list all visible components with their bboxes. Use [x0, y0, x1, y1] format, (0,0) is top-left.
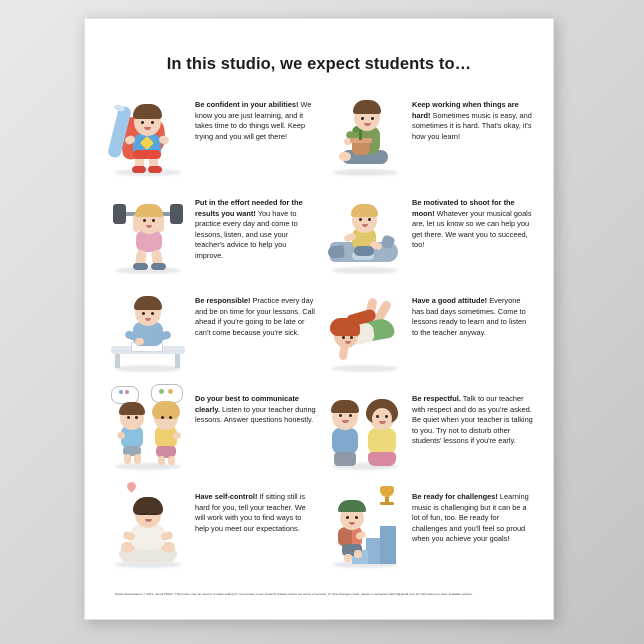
list-item — [322, 284, 533, 380]
list-item — [322, 480, 533, 576]
boy-stairs-trophy-illustration — [322, 480, 408, 572]
boy-plant-pot-illustration — [322, 88, 408, 180]
list-item — [105, 186, 316, 282]
item-lead: Keep working when things are hard! — [412, 100, 519, 120]
page-title: In this studio, we expect students to… — [166, 55, 472, 73]
list-item — [322, 88, 533, 184]
item-body: Whatever your musical goals are, let us know so we can help you get there. We want you to succeed, too! — [412, 208, 532, 250]
item-text — [412, 382, 533, 447]
list-item — [105, 382, 316, 478]
item-body: Learning music is challenging but it can be a lot of fun, too. Be ready for challenges and you'll feel so proud when you achieve your goals! — [412, 492, 529, 544]
two-kids-talking-illustration — [105, 382, 191, 474]
child-meditating-illustration — [105, 480, 191, 572]
expectations-grid — [99, 88, 539, 576]
item-body: Talk to our teacher with respect and do as you're asked. Be quiet when your teacher is talking to you. Try not to disturb other students' lessons if you're early. — [412, 394, 533, 446]
poster-content — [99, 33, 539, 605]
item-lead: Have a good attitude! — [412, 296, 488, 305]
girl-cartwheel-illustration — [322, 284, 408, 376]
item-lead: Be ready for challenges! — [412, 492, 498, 501]
boy-writing-desk-illustration — [105, 284, 191, 376]
item-text — [412, 480, 533, 545]
list-item — [105, 480, 316, 576]
item-body: We know you are just learning, and it takes time to do things well. Keep trying and you will get there! — [195, 100, 312, 141]
item-body: You have to practice every day and come to lessons, listen, and use your teacher's advice to help you improve. — [195, 208, 298, 260]
item-text — [412, 88, 533, 142]
superhero-child-illustration — [105, 88, 191, 180]
item-text — [412, 186, 533, 251]
item-lead: Have self-control! — [195, 492, 258, 501]
boy-and-girl-listening-illustration — [322, 382, 408, 474]
item-text — [195, 186, 316, 261]
list-item — [105, 88, 316, 184]
item-lead: Be motivated to shoot for the moon! — [412, 198, 515, 218]
item-text — [195, 88, 316, 142]
item-text — [412, 284, 533, 338]
list-item — [322, 382, 533, 478]
child-weightlifting-illustration — [105, 186, 191, 278]
item-body: If sitting still is hard for you, tell your teacher. We will work with you to find ways to help you meet our expectations. — [195, 492, 306, 533]
copyright-footer: Studio Expectations © 2021, Jenna Hilbert. This poster may be used in a studio setting for solo private music students (please review our terms of service). To view changes made, please e-mail jenna.wilbert@gmail.com for information on other available options. — [115, 592, 473, 597]
item-lead: Be confident in your abilities! — [195, 100, 299, 109]
list-item — [322, 186, 533, 282]
item-lead: Be respectful. — [412, 394, 461, 403]
item-text — [195, 480, 316, 534]
item-lead: Be responsible! — [195, 296, 251, 305]
list-item — [105, 284, 316, 380]
item-body: Sometimes music is easy, and sometimes it is hard. That's okay, it's how you learn! — [412, 110, 532, 141]
poster — [84, 18, 554, 620]
item-body: Everyone has bad days sometimes. Come to lessons ready to learn and to listen to the teacher anyway. — [412, 296, 527, 337]
item-lead: Do your best to communicate clearly. — [195, 394, 299, 414]
item-text — [195, 382, 316, 426]
item-text — [195, 284, 316, 338]
boy-rocket-illustration — [322, 186, 408, 278]
item-lead: Put in the effort needed for the results you want! — [195, 198, 303, 218]
item-body: Listen to your teacher during lessons. Answer questions honestly. — [195, 404, 316, 425]
item-body: Practice every day and be on time for your lessons. Call ahead if you're going to be late or can't come because you're sick. — [195, 296, 315, 337]
